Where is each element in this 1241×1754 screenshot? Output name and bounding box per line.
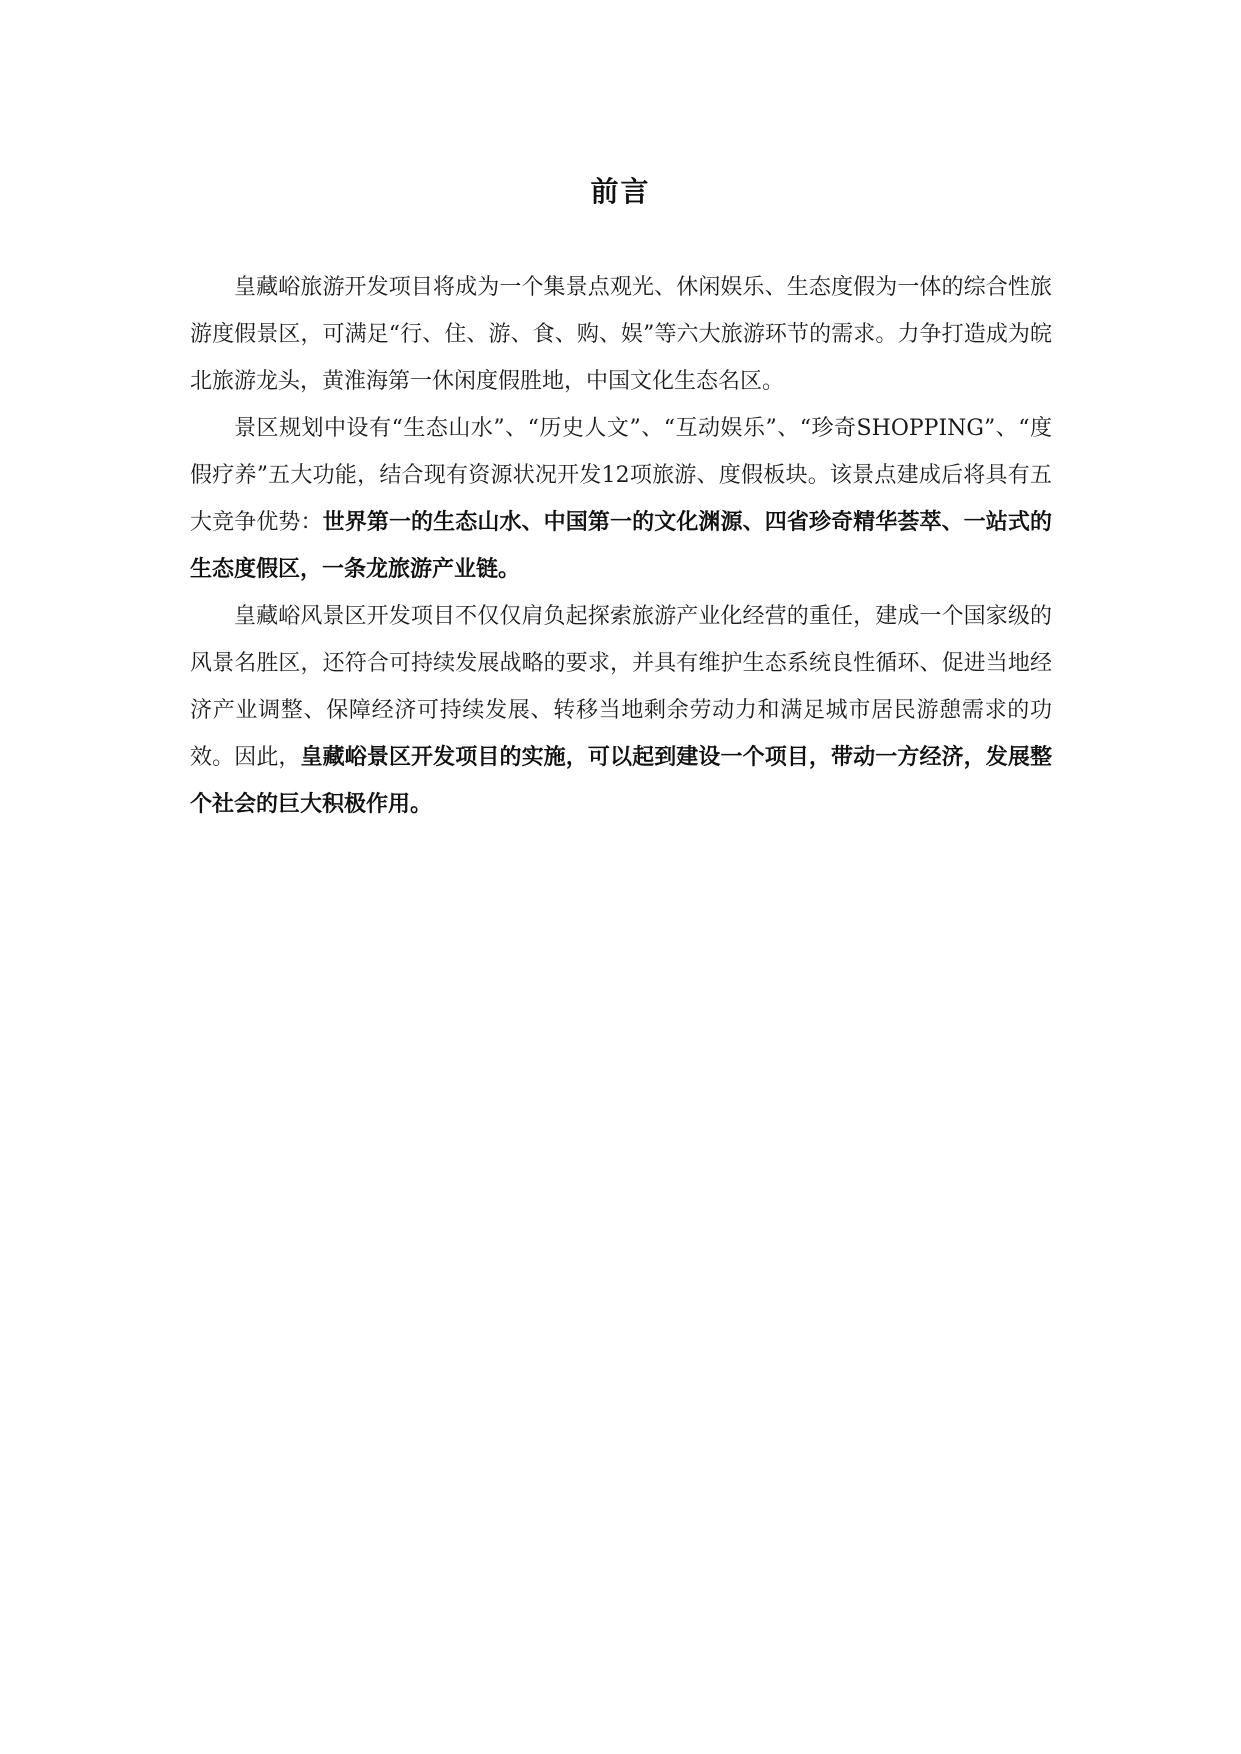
paragraph-2-text: 景区规划中设有“生态山水”、“历史人文”、“互动娱乐”、“珍奇SHOPPING”、“度假疗养”五大功能，结合现有资源状况开发12项旅游、度假板块。该景点建成后将具有五大竞争优势：	[190, 416, 1052, 535]
paragraph-3-emphasis: 皇藏峪景区开发项目的实施，可以起到建设一个项目，带动一方经济，发展整个社会的巨大积极作用。	[190, 745, 1052, 817]
paragraph-3	[190, 593, 1052, 828]
page-title: 前言	[590, 175, 651, 208]
paragraph-2	[190, 405, 1052, 593]
paragraph-2-emphasis: 世界第一的生态山水、中国第一的文化渊源、四省珍奇精华荟萃、一站式的生态度假区，一条龙旅游产业链。	[190, 510, 1052, 582]
paragraph-1	[190, 264, 1052, 405]
paragraph-3-text: 皇藏峪风景区开发项目不仅仅肩负起探索旅游产业化经营的重任，建成一个国家级的风景名胜区，还符合可持续发展战略的要求，并具有维护生态系统良性循环、促进当地经济产业调整、保障经济可持续发展、转移当地剩余劳动力和满足城市居民游憩需求的功效。因此，	[190, 604, 1052, 770]
paragraph-1-text: 皇藏峪旅游开发项目将成为一个集景点观光、休闲娱乐、生态度假为一体的综合性旅游度假景区，可满足“行、住、游、食、购、娱”等六大旅游环节的需求。力争打造成为皖北旅游龙头，黄淮海第一休闲度假胜地，中国文化生态名区。	[190, 275, 1052, 394]
document-body	[190, 264, 1052, 828]
